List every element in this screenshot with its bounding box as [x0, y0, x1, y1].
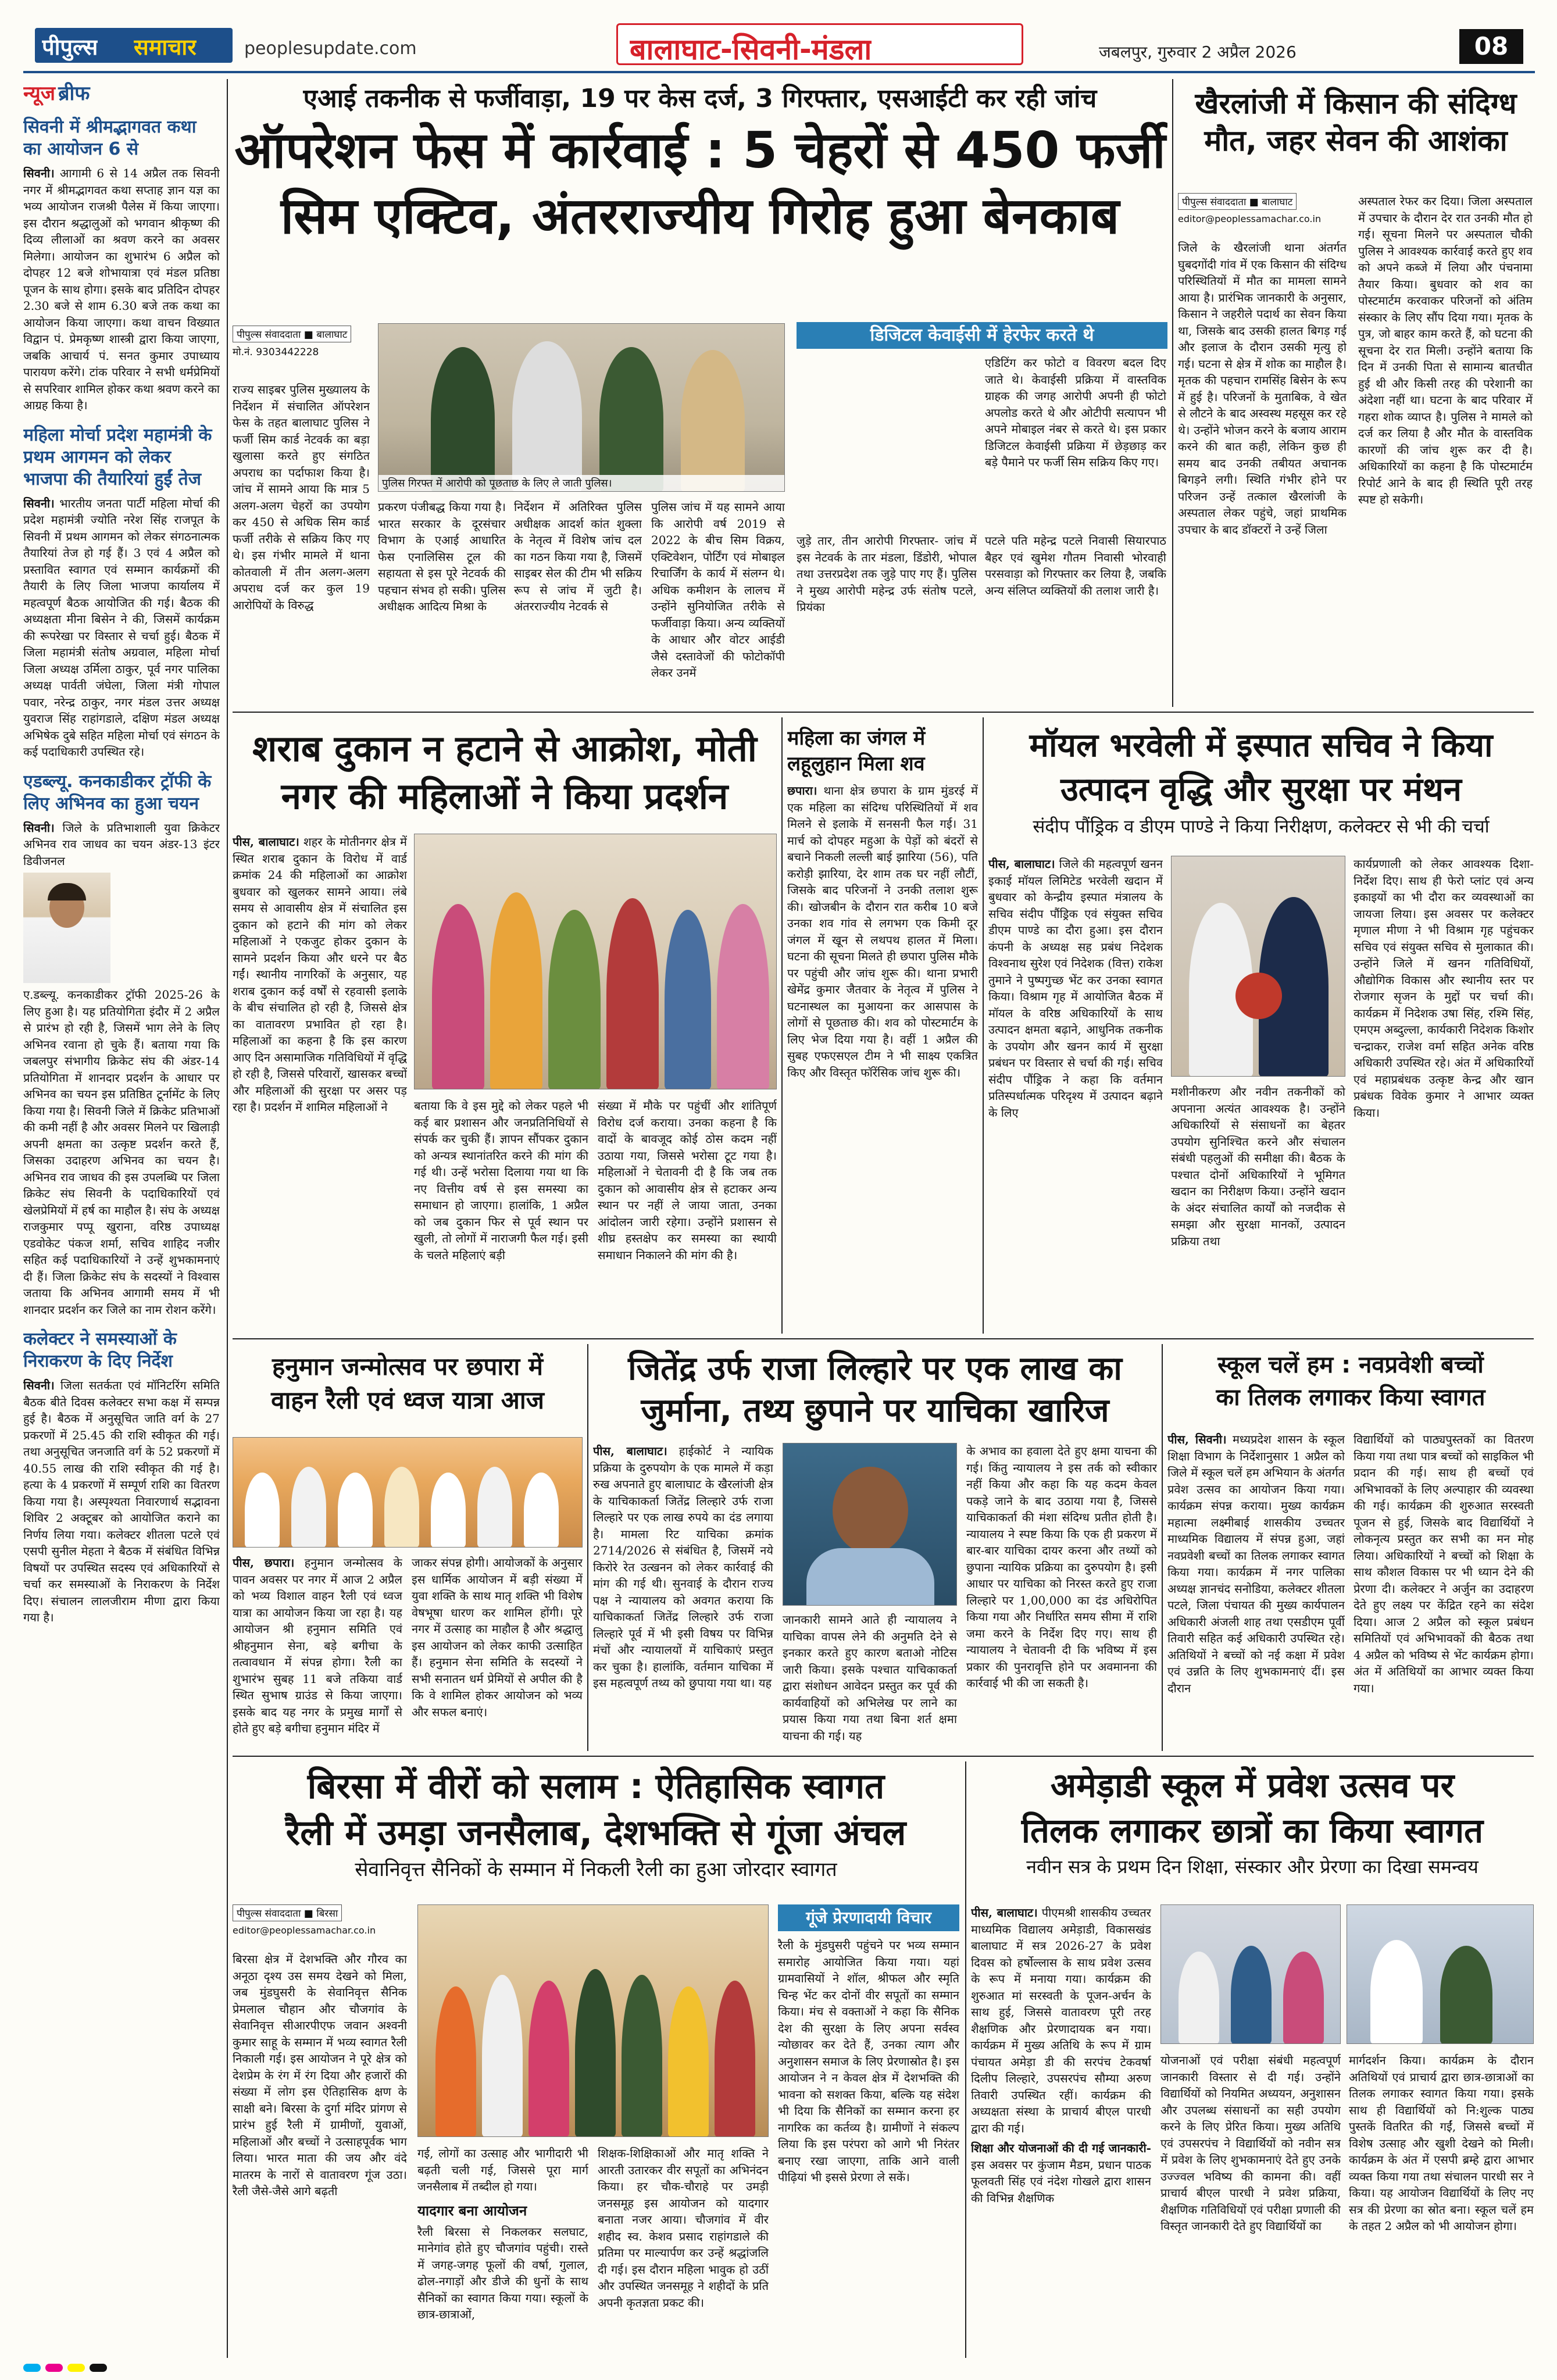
- liquor-headline-1: शराब दुकान न हटाने से आक्रोश, मोती: [252, 727, 757, 770]
- lead-story: [233, 79, 1167, 707]
- lead-byline: पीपुल्स संवाददाता ■ बालाघाट मो.नं. 9303442228: [233, 326, 372, 358]
- court-photo: [783, 1443, 957, 1606]
- lead-headline-1: ऑपरेशन फेस में कार्रवाई : 5 चेहरों से 450 फर्जी: [234, 121, 1166, 180]
- lead-photo: [378, 323, 785, 492]
- brief-title-collector: कलेक्टर ने समस्याओं के निराकरण के दिए निर्देश: [23, 1329, 177, 1371]
- hanuman-story: [233, 1344, 583, 1751]
- hanuman-photo: [233, 1437, 583, 1548]
- lead-col-6: जुड़े तार, तीन आरोपी गिरफ्तार- जांच में इस नेटवर्क के तार मंडला, डिंडोरी, भोपाल तथा उत्तरप्रदेश तक जुड़े पाए गए हैं। पुलिस ने मुख्य आरोपी महेन्द्र उर्फ संतोष पटले, प्रियंका: [797, 534, 977, 614]
- cricketer-photo: [23, 873, 110, 983]
- birsa-subhead-2: यादगार बना आयोजन: [417, 2202, 527, 2219]
- birsa-email[interactable]: editor@peoplessamachar.co.in: [233, 1925, 376, 1936]
- lead-right-divider: [1172, 79, 1173, 707]
- birsa-headline-1: बिरसा में वीरों को सलाम : ऐतिहासिक स्वागत: [307, 1766, 885, 1807]
- moil-headline-1: मॉयल भरवेली में इस्पात सचिव ने किया: [1029, 727, 1493, 764]
- moil-col-1: पीस, बालाघाट। जिले की महत्वपूर्ण खनन इकाई मॉयल लिमिटेड भरवेली खदान में बुधवार को केन्द्रीय इस्पात मंत्रालय के सचिव संदीप पौंड्रिक एवं संयुक्त सचिव डीएम पाण्डे का दौरा हुआ। इस दौरान कंपनी के अध्यक्ष सह प्रबंध निदेशक विश्वनाथ सुरेश एवं निदेशक (वित्त) राकेश तुमाने ने पुष्पगुच्छ भेंट कर उनका स्वागत किया। विश्राम गृह में आयोजित बैठक में मॉयल के वरिष्ठ अधिकारियों के साथ उत्पादन क्षमता बढ़ाने, आधुनिक तकनीक के उपयोग और खनन कार्य में सुरक्षा प्रबंधन पर विस्तार से चर्चा की गई। सचिव संदीप पौंड्रिक ने कहा कि वर्तमान प्रतिस्पर्धात्मक परिदृश्य में उत्पादन बढ़ाने के लिए: [988, 857, 1163, 1120]
- moil-subheadline: संदीप पौंड्रिक व डीएम पाण्डे ने किया निरीक्षण, कलेक्टर से भी की चर्चा: [1033, 816, 1490, 838]
- hanuman-col-1: पीस, छपारा। हनुमान जन्मोत्सव के पावन अवसर पर नगर में आज 2 अप्रैल को भव्य विशाल वाहन रैली एवं ध्वज यात्रा का आयोजन किया जा रहा है। यह आयोजन श्री हनुमान समिति एवं श्रीहनुमान सेना, बड़े बगीचा के तत्वावधान में संपन्न होगा। रैली का शुभारंभ सुबह 11 बजे तकिया वार्ड स्थित सुभाष ग्राउंड से किया जाएगा। इसके बाद यह नगर के प्रमुख मार्गों से होते हुए बड़े बगीचा हनुमान मंदिर में: [233, 1556, 402, 1735]
- lead-col-2: प्रकरण पंजीबद्ध किया गया है। भारत सरकार के दूरसंचार विभाग के एआई आधारित फेस एनालिसिस टूल की सहायता से इस पूरे नेटवर्क की पहचान संभव हो सकी। पुलिस अधीक्षक आदित्य मिश्रा के: [378, 500, 506, 613]
- moil-col-3: कार्यप्रणाली को लेकर आवश्यक दिशा-निर्देश दिए। साथ ही फेरो प्लांट एवं अन्य इकाइयों का भी दौरा कर व्यवस्थाओं का जायजा लिया। इस अवसर पर कलेक्टर मृणाल मीणा ने भी विश्राम गृह पहुंचकर सचिव एवं संयुक्त सचिव से मुलाकात की। उन्होंने जिले में खनन गतिविधियों, औद्योगिक विकास और स्थानीय स्तर पर रोजगार सृजन के मुद्दों पर चर्चा की। कार्यक्रम में निदेशक उषा सिंह, रश्मि सिंह, एमएम अब्दुल्ला, कार्यकारी निदेशक किशोर चन्द्राकर, राजेश वर्मा सहित अनेक वरिष्ठ अधिकारी उपस्थित रहे। अंत में अधिकारियों एवं महाप्रबंधक उत्कृष्ट केन्द्र और खान प्रबंधक विवेक कुमार ने आभार व्यक्त किया।: [1354, 857, 1534, 1120]
- liquor-col-2: बताया कि वे इस मुद्दे को लेकर पहले भी कई बार प्रशासन और जनप्रतिनिधियों से संपर्क कर चुकी हैं। ज्ञापन सौंपकर दुकान को अन्यत्र स्थानांतरित करने की मांग की गई थी। उन्हें भरोसा दिलाया गया था कि नए वित्तीय वर्ष से इस समस्या का समाधान हो जाएगा। हालांकि, 1 अप्रैल को जब दुकान फिर से पूर्व स्थान पर खुली, तो लोगों में नाराजगी फैल गई। इसी के चलते महिलाएं बड़ी: [414, 1099, 588, 1262]
- amedadi-col-1: पीस, बालाघाट। पीएमश्री शासकीय उच्चतर माध्यमिक विद्यालय अमेड़ाडी, विकासखंड बालाघाट में सत्र 2026-27 के प्रवेश दिवस को हर्षोल्लास के साथ प्रवेश उत्सव के रूप में मनाया गया। कार्यक्रम की शुरुआत मां सरस्वती के पूजन-अर्चन के साथ हुई, जिससे वातावरण पूरी तरह शैक्षणिक और प्रेरणादायक बन गया। कार्यक्रम में मुख्य अतिथि के रूप में ग्राम पंचायत अमेड़ा डी की सरपंच टेकवर्षा दिलीप लिल्हारे, उपसरपंच सौम्या अरुण तिवारी उपस्थित रहीं। कार्यक्रम की अध्यक्षता संस्था के प्राचार्य बीएल पारधी द्वारा की गई।: [971, 1906, 1151, 2135]
- amedadi-photo-2: [1347, 1904, 1534, 2044]
- liquor-divider: [781, 717, 783, 1334]
- court-col-3: के अभाव का हवाला देते हुए क्षमा याचना की गई। किंतु न्यायालय ने इस तर्क को स्वीकार नहीं किया और कहा कि यह कदम केवल पकड़े जाने के बाद उठाया गया है, जिससे याचिकाकर्ता की मंशा संदिग्ध प्रतीत होती है। न्यायालय ने स्पष्ट किया कि एक ही प्रकरण में बार-बार याचिका दायर करना और तथ्यों को छुपाना न्यायिक प्रक्रिया का दुरुपयोग है। इसी आधार पर याचिका को निरस्त करते हुए राजा लिल्हारे पर 1,00,000 का दंड अधिरोपित किया गया और निर्धारित समय सीमा में राशि जमा करने के निर्देश दिए गए। साथ ही न्यायालय ने चेतावनी दी कि भविष्य में इस प्रकार की पुनरावृत्ति होने पर अवमानना की कार्रवाई भी की जा सकती है।: [966, 1444, 1157, 1690]
- lead-col-7: पटले पति महेन्द्र पटले निवासी सियारपाठ बैहर एवं खुमेश गौतम निवासी भोरवाही परसवाड़ा को गिरफ्तार कर लिया है, जबकि अन्य संलिप्त व्यक्तियों की तलाश जारी है।: [985, 534, 1166, 598]
- court-headline-1: जितेंद्र उर्फ राजा लिल्हारे पर एक लाख का: [628, 1350, 1122, 1388]
- brief-title-bhagwat: सिवनी में श्रीमद्भागवत कथा का आयोजन 6 से: [23, 117, 197, 159]
- birsa-box-text: रैली के मुंडघुसरी पहुंचने पर भव्य सम्मान समारोह आयोजित किया गया। यहां ग्रामवासियों ने शॉल, श्रीफल और स्मृति चिन्ह भेंट कर दोनों वीर सपूतों का सम्मान किया। मंच से वक्ताओं ने कहा कि सैनिक देश की सुरक्षा के लिए अपना सर्वस्व न्योछावर कर देते हैं, उनका त्याग और अनुशासन समाज के लिए प्रेरणास्रोत है। इस आयोजन ने न केवल क्षेत्र में देशभक्ति की भावना को सशक्त किया, बल्कि यह संदेश भी दिया कि सैनिकों का सम्मान करना हर नागरिक का कर्तव्य है। ग्रामीणों ने संकल्प लिया कि इस परंपरा को आगे भी निरंतर बनाए रखा जाएगा, ताकि आने वाली पीढ़ियां भी इससे प्रेरणा ले सकें।: [778, 1938, 959, 2184]
- liquor-photo: [414, 834, 777, 1089]
- kherlanji-col-1: जिले के खैरलांजी थाना अंतर्गत घुबदगोंदी गांव में एक किसान की संदिग्ध परिस्थितियों में मौत का मामला सामने आया है। प्रारंभिक जानकारी के अनुसार, किसान ने जहरीले पदार्थ का सेवन किया था, जिसके बाद उसकी हालत बिगड़ गई और इलाज के दौरान उसकी मृत्यु हो गई। घटना से क्षेत्र में शोक का माहौल है। मृतक की पहचान रामसिंह बिसेन के रूप में हुई है। परिजनों के मुताबिक, वे खेत से लौटने के बाद अस्वस्थ महसूस कर रहे थे। उन्होंने भोजन करने के बजाय आराम करने की बात कही, लेकिन कुछ ही समय बाद उनकी तबीयत अचानक बिगड़ने लगी। स्थिति गंभीर होने पर परिजन उन्हें तत्काल खैरलांजी के अस्पताल लेकर पहुंचे, जहां प्राथमिक उपचार के बाद डॉक्टरों ने उन्हें जिला: [1178, 241, 1347, 537]
- edition-title: बालाघाट-सिवनी-मंडला: [630, 33, 872, 65]
- school-tilak-headline-2: का तिलक लगाकर किया स्वागत: [1216, 1384, 1485, 1411]
- birsa-headline-2: रैली में उमड़ा जनसैलाब, देशभक्ति से गूंजा अंचल: [285, 1813, 906, 1853]
- lead-mobile: मो.नं. 9303442228: [233, 346, 319, 358]
- row1-divider: [233, 712, 1534, 713]
- liquor-col-1: पीस, बालाघाट। शहर के मोतीनगर क्षेत्र में स्थित शराब दुकान के विरोध में वार्ड क्रमांक 24 की महिलाओं का आक्रोश बुधवार को खुलकर सामने आया। लंबे समय से आवासीय क्षेत्र में संचालित इस दुकान को हटाने की मांग को लेकर महिलाओं ने एकजुट होकर दुकान के सामने प्रदर्शन किया और धरने पर बैठ गईं। स्थानीय नागरिकों के अनुसार, यह शराब दुकान कई वर्षों से रहवासी इलाके के बीच संचालित हो रही है, जिससे क्षेत्र का वातावरण प्रभावित हो रहा है। महिलाओं का कहना है कि इस कारण आए दिन असामाजिक गतिविधियों में वृद्धि हो रही है, जिससे परिवारों, खासकर बच्चों और महिलाओं की सुरक्षा पर असर पड़ रहा है। प्रदर्शन में शामिल महिलाओं ने: [233, 835, 407, 1114]
- kherlanji-col-2: अस्पताल रेफर कर दिया। जिला अस्पताल में उपचार के दौरान देर रात उनकी मौत हो गई। सूचना मिलने पर अस्पताल चौकी पुलिस ने आवश्यक कार्रवाई करते हुए शव को अपने कब्जे में लिया और पंचनामा तैयार किया। बुधवार को शव का पोस्टमार्टम करवाकर परिजनों को अंतिम संस्कार के लिए सौंप दिया गया। मृतक के पुत्र, जो बाहर काम करते हैं, को घटना की सूचना देर रात मिली। उन्होंने बताया कि दिन में उनकी पिता से सामान्य बातचीत हुई थी और किसी तरह की परेशानी का अंदेशा नहीं था। घटना के बाद परिवार में गहरा शोक व्याप्त है। पुलिस ने मामले को दर्ज कर लिया है और मौत के वास्तविक कारणों की जांच शुरू कर दी है। अधिकारियों का कहना है कि पोस्टमार्टम रिपोर्ट आने के बाद ही स्थिति पूरी तरह स्पष्ट हो सकेगी।: [1358, 194, 1533, 506]
- news-brief-label-a: न्यूज: [23, 82, 55, 105]
- brand-right: समाचार: [134, 34, 197, 60]
- brief-text-collector: सिवनी। जिला सतर्कता एवं मॉनिटरिंग समिति बैठक बीते दिवस कलेक्टर सभा कक्ष में सम्पन्न हुई है। बैठक में अनुसूचित जाति वर्ग के 27 प्रकरणों में 25.45 की राशि स्वीकृत की गई। तथा अनुसूचित जनजाति वर्ग के 52 प्रकरणों में 40.55 लाख की राशि स्वीकृत की गई है। हत्या के 4 प्रकरणों में सम्पूर्ण राशि का वितरण किया गया है। अस्पृश्यता निवारणार्थ सद्भावना शिविर 2 अक्टूबर को आयोजित कराने का निर्णय लिया गया। कलेक्टर शीतला पटले एवं एसपी सुनील मेहता ने बैठक में संबंधित विभिन्न विषयों पर उपस्थित सदस्य एवं अधिकारियों से चर्चा कर समस्याओं के निराकरण के निर्देश दिए। संचालन लालजीराम मीणा द्वारा किया गया है।: [23, 1378, 220, 1624]
- amedadi-story: [971, 1761, 1534, 2358]
- lead-subhead: डिजिटल केवाईसी में हेरफेर करते थे: [797, 322, 1167, 349]
- lead-kicker: एआई तकनीक से फर्जीवाड़ा, 19 पर केस दर्ज, 3 गिरफ्तार, एसआईटी कर रही जांच: [303, 84, 1097, 113]
- court-col-1: पीस, बालाघाट। हाईकोर्ट ने न्यायिक प्रक्रिया के दुरुपयोग के एक मामले में कड़ा रुख अपनाते हुए बालाघाट के खैरलांजी क्षेत्र के याचिकाकर्ता जितेंद्र लिल्हारे उर्फ राजा लिल्हारे पर एक लाख रुपये का दंड लगाया है। मामला रिट याचिका क्रमांक 2714/2026 से संबंधित है, जिसमें नये किरोरे रेत उत्खनन को लेकर कार्रवाई की मांग की गई थी। सुनवाई के दौरान राज्य पक्ष ने न्यायालय को अवगत कराया कि याचिकाकर्ता जितेंद्र लिल्हारे उर्फ राजा लिल्हारे पूर्व में भी इसी विषय पर विभिन्न मंचों और न्यायालयों में याचिकाएं प्रस्तुत कर चुका है। हालांकि, वर्तमान याचिका में इस महत्वपूर्ण तथ्य को छुपाया गया था। यह: [593, 1444, 773, 1690]
- brief-title-cricket: एडब्ल्यू. कनकाडीकर ट्रॉफी के लिए अभिनव का हुआ चयन: [23, 771, 212, 814]
- liquor-story: [233, 717, 777, 1334]
- moil-col-2: मशीनीकरण और नवीन तकनीकों को अपनाना अत्यंत आवश्यक है। उन्होंने अधिकारियों से संसाधनों का बेहतर उपयोग सुनिश्चित करने और संचालन संबंधी पहलुओं की समीक्षा की। बैठक के पश्चात दोनों अधिकारियों ने भूमिगत खदान का निरीक्षण किया। उन्होंने खदान के अंदर संचालित कार्यों को नजदीक से समझा और सुरक्षा मानकों, उत्पादन प्रक्रिया तथा: [1171, 1085, 1345, 1248]
- amedadi-col-1-block: [971, 1904, 1151, 2358]
- masthead-rule: [23, 71, 1535, 73]
- amedadi-col-2: योजनाओं एवं परीक्षा संबंधी महत्वपूर्ण जानकारी विस्तार से दी गई। उन्होंने विद्यार्थियों को नियमित अध्ययन, अनुशासन और उपलब्ध संसाधनों का सही उपयोग करने के लिए प्रेरित किया। मुख्य अतिथि एवं उपसरपंच ने विद्यार्थियों को नवीन सत्र में प्रवेश के लिए शुभकामनाएं देते हुए उनके उज्ज्वल भविष्य की कामना की। वहीं प्राचार्य बीएल पारधी ने प्रवेश प्रक्रिया, शैक्षणिक गतिविधियों एवं परीक्षा प्रणाली की विस्तृत जानकारी देते हुए विद्यार्थियों का: [1160, 2053, 1341, 2233]
- school-tilak-col-2: विद्यार्थियों को पाठ्यपुस्तकों का वितरण किया गया तथा पात्र बच्चों को साइकिल भी प्रदान की गई। साथ ही बच्चों एवं अभिभावकों के लिए अल्पाहार की व्यवस्था की गई। कार्यक्रम की शुरुआत सरस्वती पूजन से हुई, जिसके बाद विद्यार्थियों ने लोकनृत्य प्रस्तुत कर सभी का मन मोह लिया। अधिकारियों ने बच्चों को शिक्षा के साथ कौशल विकास पर भी ध्यान देने की प्रेरणा दी। कलेक्टर ने अर्जुन का उदाहरण देते हुए लक्ष्य पर केंद्रित रहने का संदेश दिया। आज 2 अप्रैल को स्कूल प्रबंधन समितियों एवं अभिभावकों की बैठक तथा 4 अप्रैल को भविष्य से भेंट कार्यक्रम होगा। अंत में अतिथियों का आभार व्यक्त किया गया।: [1354, 1432, 1534, 1695]
- birsa-box-title: गूंजे प्रेरणादायी विचार: [778, 1904, 959, 1931]
- birsa-col-2-block: [417, 2145, 588, 2358]
- court-headline-2: जुर्माना, तथ्य छुपाने पर याचिका खारिज: [641, 1391, 1109, 1430]
- birsa-col-1: बिरसा क्षेत्र में देशभक्ति और गौरव का अनूठा दृश्य उस समय देखने को मिला, जब मुंडघुसरी के सेवानिवृत्त सैनिक प्रेमलाल चौहान और चौजगांव के सेवानिवृत्त सीआरपीएफ जवान अश्वनी कुमार साहू के सम्मान में भव्य स्वागत रैली निकाली गई। इस आयोजन ने पूरे क्षेत्र को देशप्रेम के रंग में रंग दिया और हजारों की संख्या में लोग इस ऐतिहासिक क्षण के साक्षी बने। बिरसा के दुर्गा मंदिर प्रांगण से प्रारंभ हुई रैली में ग्रामीणों, युवाओं, महिलाओं और बच्चों ने उत्साहपूर्वक भाग लिया। भारत माता की जय और वंदे मातरम के नारों से वातावरण गूंज उठा। रैली जैसे-जैसे आगे बढ़ती: [233, 1952, 407, 2198]
- forest-story: [787, 717, 978, 1334]
- brief-text-cricket: ए.डब्ल्यू. कनकाडीकर ट्रॉफी 2025-26 के लिए हुआ है। यह प्रतियोगिता इंदौर में 2 अप्रैल से प्रारंभ हो रही है, जिसमें भाग लेने के लिए अभिनव रवाना हो चुके हैं। बताया गया कि जबलपुर संभागीय क्रिकेट संघ की अंडर-14 प्रतियोगिता में शानदार प्रदर्शन के आधार पर अभिनव का चयन इस प्रतिष्ठित टूर्नामेंट के लिए किया गया है। सिवनी जिले में क्रिकेट प्रतिभाओं की कमी नहीं है और अवसर मिलने पर खिलाड़ी अपनी क्षमता का उत्कृष्ट प्रदर्शन करते हैं, जिसका उदाहरण अभिनव का चयन है। अभिनव राव जाधव की इस उपलब्धि पर जिला क्रिकेट संघ सिवनी के पदाधिकारियों एवं खेलप्रेमियों में हर्ष का माहौल है। संघ के अध्यक्ष राजकुमार पप्पू खुराना, वरिष्ठ उपाध्यक्ष एडवोकेट पंकज शर्मा, सचिव शाहिद नजीर सहित कई पदाधिकारियों ने उन्हें शुभकामनाएं दी हैं। जिला क्रिकेट संघ के सदस्यों ने विश्वास जताया कि अभिनव आगामी समय में भी शानदार प्रदर्शन कर जिले का नाम रोशन करेंगे।: [23, 988, 220, 1317]
- birsa-col-3: शिक्षक-शिक्षिकाओं और मातृ शक्ति ने आरती उतारकर वीर सपूतों का अभिनंदन किया। हर चौक-चौराहे पर उमड़ी जनसमूह इस आयोजन को यादगार बनाता नजर आया। चौजगांव में वीर शहीद स्व. केशव प्रसाद राहांगडाले की प्रतिमा पर माल्यार्पण कर उन्हें श्रद्धांजलि दी गई। इस दौरान महिला भावुक हो उठीं और उपस्थित जनसमूह ने शहीदों के प्रति अपनी कृतज्ञता प्रकट की।: [598, 2146, 769, 2310]
- row2-divider: [233, 1338, 1534, 1339]
- amedadi-photo-1: [1160, 1904, 1341, 2044]
- news-brief-header: [23, 79, 220, 114]
- lead-col-4: पुलिस जांच में यह सामने आया कि आरोपी वर्ष 2019 से 2022 के बीच सिम विक्रय, एक्टिवेशन, पोर्टिंग एवं मोबाइल रिचार्जिंग के कार्य में संलग्न थे। अधिक कमीशन के लालच में उन्होंने सुनियोजित तरीके से फर्जीवाड़ा किया। अन्य व्यक्तियों के आधार और वोटर आईडी जैसे दस्तावेजों की फोटोकॉपी लेकर उनमें: [651, 500, 785, 680]
- dateline: जबलपुर, गुरुवार 2 अप्रैल 2026: [1099, 42, 1297, 62]
- moil-story: [988, 717, 1534, 1334]
- brand-left: पीपुल्स: [42, 34, 98, 60]
- lead-col-4-upper: [797, 355, 977, 517]
- school-tilak-story: [1167, 1344, 1534, 1751]
- birsa-col-2: गई, लोगों का उत्साह और भागीदारी भी बढ़ती चली गई, जिससे पूरा मार्ग जनसैलाब में तब्दील हो गया।: [417, 2146, 588, 2193]
- brief-lead-cricket: सिवनी। जिले के प्रतिभाशाली युवा क्रिकेटर अभिनव राव जाधव का चयन अंडर-13 इंटर डिवीजनल: [23, 820, 220, 868]
- lead-col-5: एडिटिंग कर फोटो व विवरण बदल दिए जाते थे। केवाईसी प्रक्रिया में वास्तविक ग्राहक की जगह आरोपी अपनी ही फोटो अपलोड करते थे और ओटीपी सत्यापन भी अपने मोबाइल नंबर से करते थे। इस प्रकार डिजिटल केवाईसी प्रक्रिया में छेड़छाड़ कर बड़े पैमाने पर फर्जी सिम सक्रिय किए गए।: [985, 356, 1166, 469]
- kherlanji-story: [1178, 79, 1534, 707]
- amedadi-headline-2: तिलक लगाकर छात्रों का किया स्वागत: [1021, 1810, 1484, 1850]
- school-tilak-col-1: पीस, सिवनी। मध्यप्रदेश शासन के स्कूल शिक्षा विभाग के निर्देशानुसार 1 अप्रैल को जिले में स्कूल चलें हम अभियान के अंतर्गत प्रवेश उत्सव का आयोजन किया गया। कार्यक्रम संपन्न कराया। मुख्य कार्यक्रम महात्मा लक्ष्मीबाई शासकीय उच्चतर माध्यमिक विद्यालय में संपन्न हुआ, जहां नवप्रवेशी बच्चों का तिलक लगाकर स्वागत किया गया। कार्यक्रम में नगर पालिका अध्यक्ष ज्ञानचंद सनोडिया, कलेक्टर शीतला पटले, जिला पंचायत की मुख्य कार्यपालन अधिकारी अंजली शाह तथा एसडीएम पूर्वी तिवारी सहित कई अधिकारी उपस्थित रहे। अतिथियों ने बच्चों को नई कक्षा में प्रवेश एवं उन्नति के लिए शुभकामनाएं दीं। इस दौरान: [1167, 1432, 1345, 1695]
- birsa-divider: [965, 1761, 966, 2358]
- lead-col-3: निर्देशन में अतिरिक्त पुलिस अधीक्षक आदर्श कांत शुक्ला के नेतृत्व में विशेष जांच दल का गठन किया गया है, जिसमें साइबर सेल की टीम भी सक्रिय रूप से जांच में जुटी है। अंतरराज्यीय नेटवर्क से: [514, 500, 642, 613]
- brief-divider: [227, 79, 228, 2358]
- forest-headline: महिला का जंगल में लहूलुहान मिला शव: [787, 727, 926, 776]
- amedadi-col-3: मार्गदर्शन किया। कार्यक्रम के दौरान अतिथियों एवं प्राचार्य द्वारा छात्र-छात्राओं का तिलक लगाकर स्वागत किया गया। इसके साथ ही विद्यार्थियों को नि:शुल्क पाठ्य पुस्तकें वितरित की गईं, जिससे बच्चों में विशेष उत्साह और खुशी देखने को मिली। कार्यक्रम के अंत में एसपी ब्रम्हे द्वारा आभार व्यक्त किया गया तथा संचालन पारधी सर ने किया। यह आयोजन विद्यार्थियों के लिए नए सत्र की प्रेरणा का स्रोत बना। स्कूल चलें हम के तहत 2 अप्रैल को भी आयोजन होगा।: [1349, 2053, 1534, 2233]
- school-tilak-headline-1: स्कूल चलें हम : नवप्रवेशी बच्चों: [1217, 1352, 1484, 1378]
- kherlanji-headline: खैरलांजी में किसान की संदिग्ध मौत, जहर सेवन की आशंका: [1195, 87, 1517, 158]
- forest-divider: [983, 717, 984, 1334]
- page-number: 08: [1459, 29, 1523, 64]
- birsa-col-2b: रैली बिरसा से निकलकर सलघाट, मानेगांव होते हुए चौजगांव पहुंची। रास्ते में जगह-जगह फूलों की वर्षा, गुलाल, ढोल-नगाड़ों और डीजे की धुनों के साथ सैनिकों का स्वागत किया गया। स्कूलों के छात्र-छात्राओं,: [417, 2224, 588, 2321]
- amedadi-headline-1: अमेड़ाडी स्कूल में प्रवेश उत्सव पर: [1050, 1766, 1455, 1805]
- hanuman-headline-1: हनुमान जन्मोत्सव पर छपारा में: [272, 1352, 544, 1381]
- lead-col-1: राज्य साइबर पुलिस मुख्यालय के निर्देशन में संचालित ऑपरेशन फेस के तहत बालाघाट पुलिस ने फर्जी सिम कार्ड नेटवर्क का बड़ा खुलासा करते हुए संगठित अपराध का पर्दाफाश किया है। जांच में सामने आया कि मात्र 5 अलग-अलग चेहरों का उपयोग कर 450 से अधिक सिम कार्ड फर्जी तरीके से सक्रिय किए गए थे। इस गंभीर मामले में थाना कोतवाली में तीन अलग-अलग अपराध दर्ज कर कुल 19 आरोपियों के विरुद्ध: [233, 383, 370, 612]
- liquor-col-3: संख्या में मौके पर पहुंचीं और शांतिपूर्ण विरोध दर्ज कराया। उनका कहना है कि वादों के बावजूद कोई ठोस कदम नहीं उठाया गया, जिससे भरोसा टूट गया है। महिलाओं ने चेतावनी दी है कि जब तक दुकान को आवासीय क्षेत्र से हटाकर अन्य स्थान पर नहीं ले जाया जाता, उनका आंदोलन जारी रहेगा। उन्होंने प्रशासन से शीघ्र हस्तक्षेप कर समस्या का स्थायी समाधान निकालने की मांग की है।: [598, 1099, 777, 1262]
- lead-headline-2: सिम एक्टिव, अंतरराज्यीय गिरोह हुआ बेनकाब: [280, 187, 1120, 245]
- kherlanji-email[interactable]: editor@peoplessamachar.co.in: [1178, 213, 1322, 224]
- brief-text-mahila-morcha: सिवनी। भारतीय जनता पार्टी महिला मोर्चा की प्रदेश महामंत्री ज्योति नरेश सिंह राजपूत के सिवनी में प्रथम आगमन को लेकर संगठनात्मक तैयारियां तेज हो गई हैं। 3 एवं 4 अप्रैल को प्रस्तावित स्वागत एवं सम्मान कार्यक्रमों की तैयारी के लिए जिला भाजपा कार्यालय में महत्वपूर्ण बैठक आयोजित की गई। बैठक की अध्यक्षता मीना बिसेन ने की, जिसमें कार्यक्रम की रूपरेखा पर विस्तार से चर्चा हुई। बैठक में जिला महामंत्री संतोष अग्रवाल, महिला मोर्चा जिला अध्यक्ष उर्मिला ठाकुर, पूर्व नगर पालिका अध्यक्ष पार्वती जंघेला, जिला मंत्री गोपाल पवार, नरेन्द्र ठाकुर, नगर मंडल उत्तर अध्यक्ष युवराज सिंह राहांगडाले, दक्षिण मंडल अध्यक्ष अभिषेक दुबे सहित महिला मोर्चा एवं संगठन के कई पदाधिकारी उपस्थित रहे।: [23, 496, 220, 759]
- amedadi-subheadline: नवीन सत्र के प्रथम दिन शिक्षा, संस्कार और प्रेरणा का दिखा समन्वय: [1026, 1855, 1479, 1878]
- liquor-headline-2: नगर की महिलाओं ने किया प्रदर्शन: [281, 775, 728, 818]
- website-link[interactable]: peoplesupdate.com: [244, 38, 417, 59]
- brief-title-mahila-morcha: महिला मोर्चा प्रदेश महामंत्री के प्रथम आगमन को लेकर भाजपा की तैयारियां हुईं तेज: [23, 424, 212, 489]
- birsa-box: [778, 1904, 959, 2358]
- hanuman-divider: [587, 1344, 588, 1751]
- birsa-subheadline: सेवानिवृत्त सैनिकों के सम्मान में निकली रैली का हुआ जोरदार स्वागत: [355, 1858, 837, 1881]
- brief-text-bhagwat: सिवनी। आगामी 6 से 14 अप्रैल तक सिवनी नगर में श्रीमद्भागवत कथा सप्ताह ज्ञान यज्ञ का भव्य आयोजन राजश्री पैलेस में किया जाएगा। इस दौरान श्रद्धालुओं को भगवान श्रीकृष्ण की दिव्य लीलाओं का श्रवण करने का अवसर मिलेगा। आयोजन का शुभारंभ 6 अप्रैल को दोपहर 12 बजे शोभायात्रा एवं मंडल प्रतिष्ठा पूजन के साथ होगा। इसके बाद प्रतिदिन दोपहर 2.30 बजे से शाम 6.30 बजे तक कथा का आयोजन किया जाएगा। कथा वाचन विख्यात विद्वान पं. प्रेमकृष्ण शास्त्री द्वारा किया जाएगा, जबकि आचार्य पं. सनत कुमार उपाध्याय पारायण करेंगे। टांक परिवार ने सभी धर्मप्रेमियों से सपरिवार शामिल होकर कथा श्रवण करने का आग्रह किया है।: [23, 166, 220, 412]
- moil-photo: [1171, 856, 1345, 1077]
- row3-divider: [233, 1756, 1534, 1757]
- amedadi-col-1b: शिक्षा और योजनाओं की दी गई जानकारी- इस अवसर पर कुंजाम मैडम, प्रधान पाठक फूलवती सिंह एवं नंदेश गोखले द्वारा शासन की विभिन्न शैक्षणिक: [971, 2141, 1151, 2205]
- brand-logo: [35, 28, 233, 63]
- moil-headline-2: उत्पादन वृद्धि और सुरक्षा पर मंथन: [1060, 770, 1462, 809]
- birsa-byline: पीपुल्स संवाददाता ■ बिरसा editor@peoplessamachar.co.in: [233, 1904, 407, 1936]
- edition-banner: [616, 23, 1023, 65]
- news-brief-column: [23, 79, 220, 2358]
- lead-photo-caption: पुलिस गिरफ्त में आरोपी को पूछताछ के लिए ले जाती पुलिस।: [378, 475, 784, 491]
- birsa-story: [233, 1761, 959, 2358]
- court-col-2: जानकारी सामने आते ही न्यायालय ने याचिका वापस लेने की अनुमति देने से इनकार करते हुए कारण बताओ नोटिस जारी किया। इसके पश्चात याचिकाकर्ता द्वारा संशोधन आवेदन प्रस्तुत कर पूर्व की कार्यवाहियों को अभिलेख पर लाने का प्रयास किया गया तथा बिना शर्त क्षमा याचना की गई। यह: [783, 1613, 957, 1743]
- hanuman-col-2: जाकर संपन्न होगी। आयोजकों के अनुसार इस धार्मिक आयोजन में बड़ी संख्या में युवा शक्ति के साथ मातृ शक्ति भी विशेष वेषभूषा धारण कर शामिल होंगी। पूरे नगर में उत्साह का माहौल है और श्रद्धालु इस आयोजन को लेकर काफी उत्साहित हैं। हनुमान सेना समिति के सदस्यों ने सभी सनातन धर्म प्रेमियों से अपील की है कि वे शामिल होकर आयोजन को भव्य और सफल बनाएं।: [412, 1556, 583, 1719]
- forest-text: छपारा। थाना क्षेत्र छपारा के ग्राम मुंडरई में एक महिला का संदिग्ध परिस्थितियों में शव मिलने से इलाके में सनसनी फैल गई। 31 मार्च को दोपहर महुआ के पेड़ों को बंदरों से बचाने निकली लल्ली बाई झारिया (56), पति करोड़ी झारिया, देर शाम तक घर नहीं लौटीं, जिसके बाद परिजनों ने उनकी तलाश शुरू की। खोजबीन के दौरान रात करीब 10 बजे उनका शव गांव से लगभग एक किमी दूर जंगल में खून से लथपथ हालत में मिला। घटना की सूचना मिलते ही छपारा पुलिस मौके पर पहुंची और जांच शुरू की। थाना प्रभारी खेमेंद्र कुमार जैतवार के नेतृत्व में पुलिस ने घटनास्थल का मुआयना कर आसपास के लोगों से पूछताछ की। शव को पोस्टमार्टम के लिए भेज दिया गया है। वहीं 1 अप्रैल की सुबह एफएसएल टीम ने भी साक्ष्य एकत्रित किए और विस्तृत फॉरेंसिक जांच शुरू की।: [787, 784, 978, 1080]
- court-story: [593, 1344, 1157, 1751]
- birsa-photo: [417, 1904, 769, 2137]
- masthead: [0, 0, 1557, 70]
- registration-marks: [23, 2364, 1535, 2373]
- court-divider: [1162, 1344, 1163, 1751]
- hanuman-headline-2: वाहन रैली एवं ध्वज यात्रा आज: [271, 1386, 544, 1415]
- news-brief-label-b: ब्रीफ: [58, 82, 90, 105]
- kherlanji-byline: पीपुल्स संवाददाता ■ बालाघाट editor@peoplessamachar.co.in: [1178, 193, 1347, 224]
